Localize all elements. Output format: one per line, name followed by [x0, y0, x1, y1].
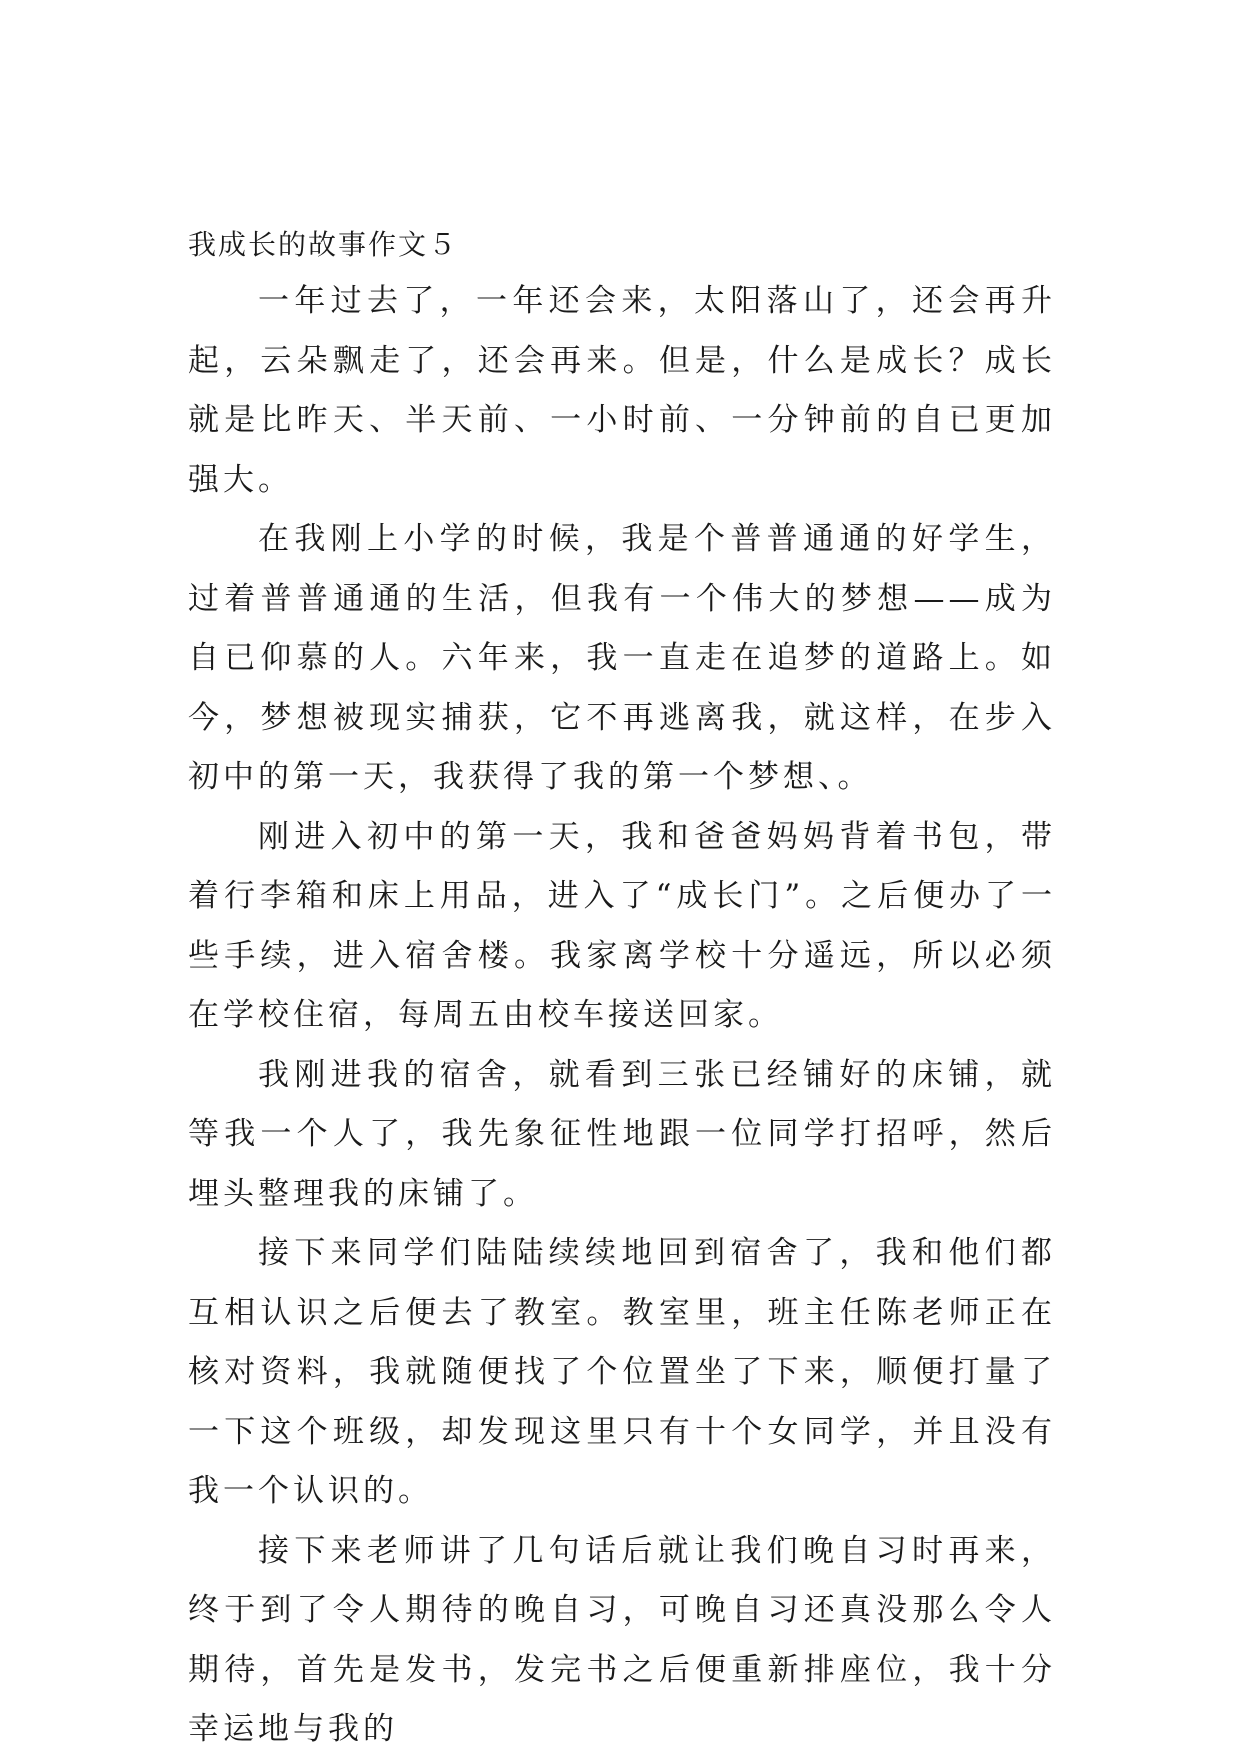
- paragraph-1: 一年过去了，一年还会来，太阳落山了，还会再升起，云朵飘走了，还会再来。但是，什么是成长？成长就是比昨天、半天前、一小时前、一分钟前的自已更加强大。: [188, 283, 1056, 498]
- paragraph-3: 刚进入初中的第一天，我和爸爸妈妈背着书包，带着行李箱和床上用品，进入了“成长门”。之后便办了一些手续，进入宿舍楼。我家离学校十分遥远，所以必须在学校住宿，每周五由校车接送回家。: [188, 818, 1056, 1033]
- document-body: [188, 272, 1056, 1760]
- paragraph-4: 我刚进我的宿舍，就看到三张已经铺好的床铺，就等我一个人了，我先象征性地跟一位同学打招呼，然后埋头整理我的床铺了。: [188, 1056, 1056, 1212]
- paragraph-6: 接下来老师讲了几句话后就让我们晚自习时再来，终于到了令人期待的晚自习，可晚自习还真没那么令人期待，首先是发书，发完书之后便重新排座位，我十分幸运地与我的: [188, 1532, 1056, 1747]
- paragraph-5: 接下来同学们陆陆续续地回到宿舍了，我和他们都互相认识之后便去了教室。教室里，班主任陈老师正在核对资料，我就随便找了个位置坐了下来，顺便打量了一下这个班级，却发现这里只有十个女同学，并且没有我一个认识的。: [188, 1235, 1056, 1509]
- paragraph-2: 在我刚上小学的时候，我是个普普通通的好学生，过着普普通通的生活，但我有一个伟大的梦想——成为自已仰慕的人。六年来，我一直走在追梦的道路上。如今，梦想被现实捕获，它不再逃离我，就这样，在步入初中的第一天，我获得了我的第一个梦想、。: [188, 521, 1056, 795]
- document-title: 我成长的故事作文５: [188, 228, 459, 261]
